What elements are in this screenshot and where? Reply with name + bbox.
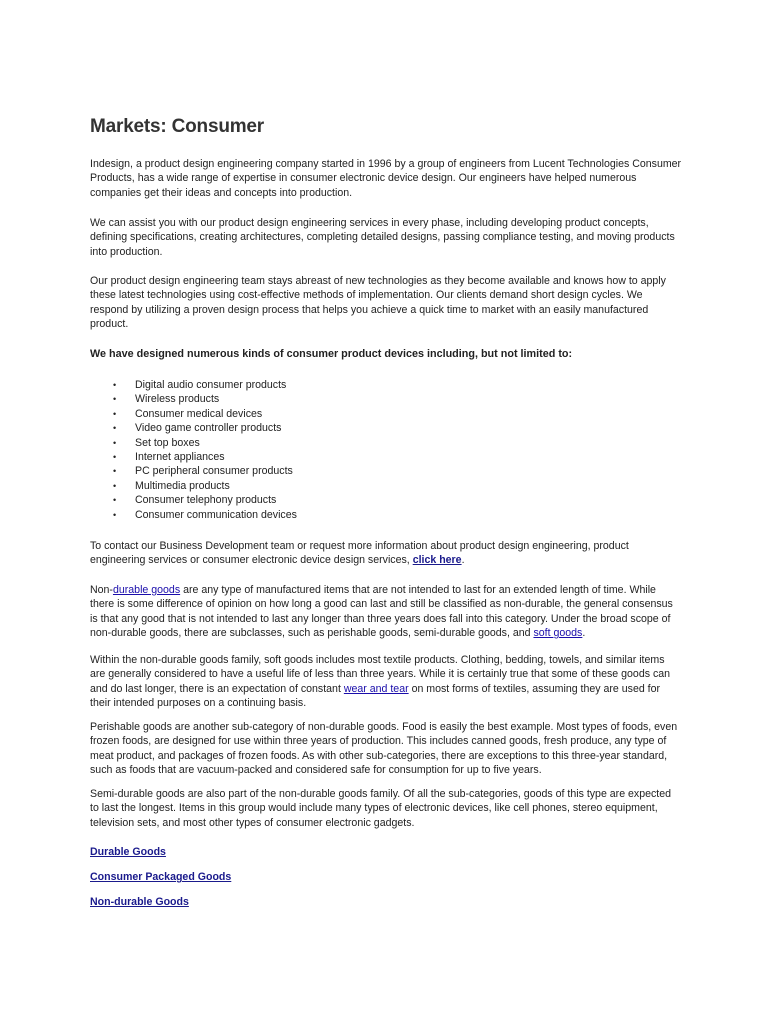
devices-heading: We have designed numerous kinds of consumer product devices including, but not limited to: bbox=[90, 348, 573, 360]
bullet-icon: • bbox=[113, 452, 117, 463]
list-item: • Consumer telephony products bbox=[113, 494, 277, 507]
durable-goods-inline-link[interactable]: durable goods bbox=[112, 584, 181, 596]
list-item: • Internet appliances bbox=[113, 451, 225, 464]
nondurable-paragraph: Non-durable goods are any type of manufactured items that are not intended to last for an extended length of time. While there is some difference of opinion on how long a good can last and still be classified as non-durable, the general consensus is that any good that is not intended to last any longer than three years does fall into this category. Under the broad scope of non-durable goods, there are subclasses, such as perishable goods, semi-durable goods, and soft goods. bbox=[90, 584, 673, 640]
bullet-icon: • bbox=[113, 380, 117, 390]
list-item: • PC peripheral consumer products bbox=[113, 465, 293, 478]
page-title: Markets: Consumer bbox=[90, 116, 264, 137]
list-item: • Consumer communication devices bbox=[113, 508, 297, 521]
list-item: • Set top boxes bbox=[113, 436, 200, 449]
bullet-icon: • bbox=[113, 509, 117, 520]
list-item: • Video game controller products bbox=[113, 422, 282, 435]
contact-paragraph: To contact our Business Development team or request more information about product design engineering, product engineering services or consumer electronic device design services, click here. bbox=[90, 540, 629, 567]
intro-paragraph-1: Indesign, a product design engineering company started in 1996 by a group of engineers from Lucent Technologies Consumer Products, has a wide range of expertise in consumer electronic device design. Our engineers have helped numerous companies get their ideas and concepts into production. bbox=[90, 158, 682, 199]
bullet-icon: • bbox=[113, 437, 117, 448]
softgoods-paragraph: Within the non-durable goods family, soft goods includes most textile products. Clothing, bedding, towels, and similar items are generally considered to have a useful life of less than three years. While it is certainly true that some of these goods can and do last longer, there is an expectation of constant wear and tear on most forms of textiles, assuming they are used for their intended purposes on a continuing basis. bbox=[90, 654, 671, 710]
list-item: • Wireless products bbox=[113, 393, 220, 406]
wear-and-tear-link[interactable]: wear and tear bbox=[343, 682, 409, 695]
soft-goods-inline-link[interactable]: soft goods bbox=[533, 627, 583, 640]
bullet-icon: • bbox=[113, 408, 117, 419]
bullet-icon: • bbox=[113, 495, 117, 506]
intro-paragraph-3: Our product design engineering team stays abreast of new technologies as they become available and knows how to apply these latest technologies using cost-effective methods of implementation. Our clients demand short design cycles. We respond by utilizing a proven design process that helps you achieve a quick time to market with an easily manufactured product. bbox=[90, 275, 666, 331]
devices-list bbox=[90, 378, 490, 522]
perishable-paragraph: Perishable goods are another sub-category of non-durable goods. Food is easily the best example. Most types of foods, even frozen foods, are designed for use within three years of production. This includes canned goods, fresh produce, any type of meat product, and packages of frozen foods. As with other sub-categories, there are exceptions to this three-year standard, such as foods that are vacuum-packed and considered safe for consumption for up to five years. bbox=[90, 721, 678, 777]
intro-paragraph-2: We can assist you with our product design engineering services in every phase, including developing product concepts, defining specifications, creating architectures, completing detailed designs, passing compliance testing, and moving products into production. bbox=[90, 217, 675, 258]
bullet-icon: • bbox=[113, 480, 117, 491]
list-item: • Digital audio consumer products bbox=[113, 379, 287, 391]
durable-goods-link[interactable]: Durable Goods bbox=[90, 846, 166, 858]
non-durable-goods-link[interactable]: Non-durable Goods bbox=[90, 896, 189, 908]
consumer-packaged-goods-link[interactable]: Consumer Packaged Goods bbox=[90, 871, 232, 883]
bullet-icon: • bbox=[113, 466, 117, 477]
click-here-link[interactable]: click here bbox=[412, 554, 462, 567]
list-item: • Consumer medical devices bbox=[113, 407, 263, 420]
list-item: • Multimedia products bbox=[113, 479, 230, 492]
bullet-icon: • bbox=[113, 423, 117, 434]
bullet-icon: • bbox=[113, 394, 117, 405]
semidurable-paragraph: Semi-durable goods are also part of the non-durable goods family. Of all the sub-categories, goods of this type are expected to last the longest. Items in this group would include many types of electronic devices, like cell phones, stereo equipment, television sets, and most other types of consumer electronic gadgets. bbox=[90, 788, 672, 829]
